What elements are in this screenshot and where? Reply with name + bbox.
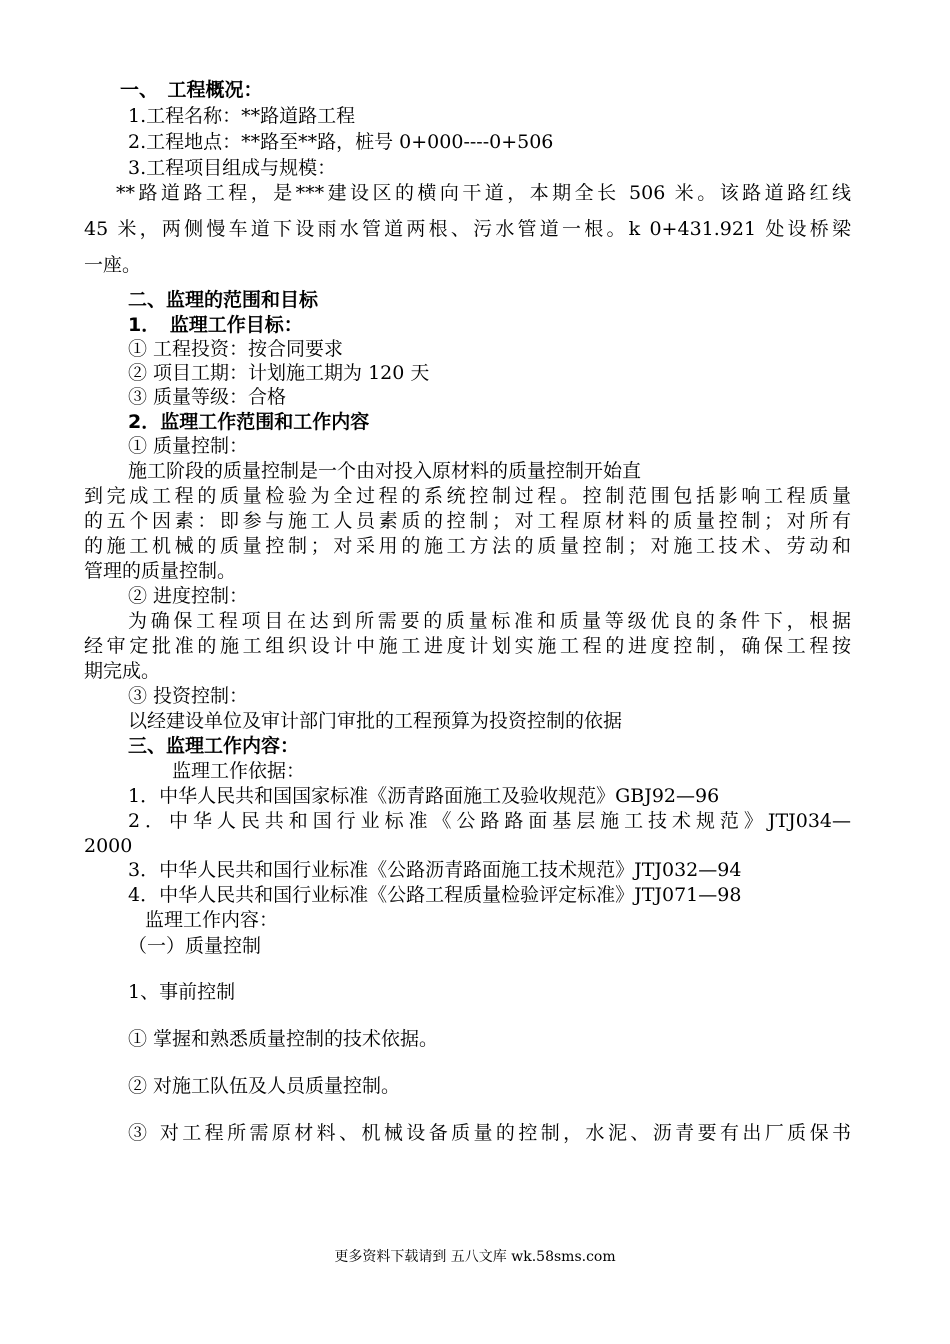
list-item: ② 进度控制：: [128, 585, 249, 607]
paragraph-line: 到完成工程的质量检验为全过程的系统控制过程。控制范围包括影响工程质量: [84, 485, 851, 507]
reference-item: 3．中华人民共和国行业标准《公路沥青路面施工技术规范》JTJ032—94: [128, 859, 742, 881]
project-scale-heading: 3.工程项目组成与规模：: [128, 157, 337, 179]
paragraph-line: 为确保工程项目在达到所需要的质量标准和质量等级优良的条件下，根据: [128, 610, 851, 632]
paragraph-line: 45 米，两侧慢车道下设雨水管道两根、污水管道一根。k 0+431.921 处设桥梁: [84, 218, 851, 240]
subsection-heading: 1、事前控制: [128, 981, 236, 1003]
subsection-heading: 监理工作内容：: [145, 909, 279, 931]
list-item: ③ 对工程所需原材料、机械设备质量的控制，水泥、沥青要有出厂质保书: [128, 1122, 851, 1144]
subsection-heading: 1． 监理工作目标：: [128, 314, 303, 336]
page-footer: 更多资料下载请到 五八文库 wk.58sms.com: [334, 1249, 616, 1265]
paragraph-line: 施工阶段的质量控制是一个由对投入原材料的质量控制开始直: [128, 460, 642, 482]
reference-item: 1．中华人民共和国国家标准《沥青路面施工及验收规范》GBJ92—96: [128, 785, 720, 807]
list-item: ② 对施工队伍及人员质量控制。: [128, 1075, 401, 1097]
paragraph-line: 的施工机械的质量控制；对采用的施工方法的质量控制；对施工技术、劳动和: [84, 535, 851, 557]
project-location: 2.工程地点：**路至**路，桩号 0+000----0+506: [128, 131, 554, 153]
subsection-heading: 2．监理工作范围和工作内容: [128, 411, 370, 433]
section-heading-1: 一、 工程概况：: [120, 79, 263, 101]
subsection-heading: 监理工作依据：: [172, 760, 306, 782]
section-heading-3: 三、监理工作内容：: [128, 735, 300, 757]
reference-item: 2．中华人民共和国行业标准《公路路面基层施工技术规范》JTJ034—: [128, 810, 851, 832]
paragraph-line: 的五个因素：即参与施工人员素质的控制；对工程原材料的质量控制；对所有: [84, 510, 851, 532]
project-name: 1.工程名称：**路道路工程: [128, 105, 356, 127]
paragraph-line: 一座。: [84, 254, 142, 276]
section-heading-2: 二、监理的范围和目标: [128, 289, 319, 311]
subsection-heading: （一）质量控制: [128, 935, 262, 957]
paragraph-line: 以经建设单位及审计部门审批的工程预算为投资控制的依据: [128, 710, 623, 732]
list-item: ① 工程投资：按合同要求: [128, 338, 344, 360]
paragraph-line: 管理的质量控制。: [84, 560, 237, 582]
list-item: ① 掌握和熟悉质量控制的技术依据。: [128, 1028, 439, 1050]
reference-item: 2000: [84, 835, 133, 857]
list-item: ② 项目工期：计划施工期为 120 天: [128, 362, 430, 384]
paragraph-line: **路道路工程，是***建设区的横向干道，本期全长 506 米。该路道路红线: [116, 182, 851, 204]
list-item: ① 质量控制：: [128, 435, 249, 457]
paragraph-line: 经审定批准的施工组织设计中施工进度计划实施工程的进度控制，确保工程按: [84, 635, 851, 657]
paragraph-line: 期完成。: [84, 660, 161, 682]
reference-item: 4．中华人民共和国行业标准《公路工程质量检验评定标准》JTJ071—98: [128, 884, 742, 906]
list-item: ③ 质量等级：合格: [128, 386, 287, 408]
list-item: ③ 投资控制：: [128, 685, 249, 707]
